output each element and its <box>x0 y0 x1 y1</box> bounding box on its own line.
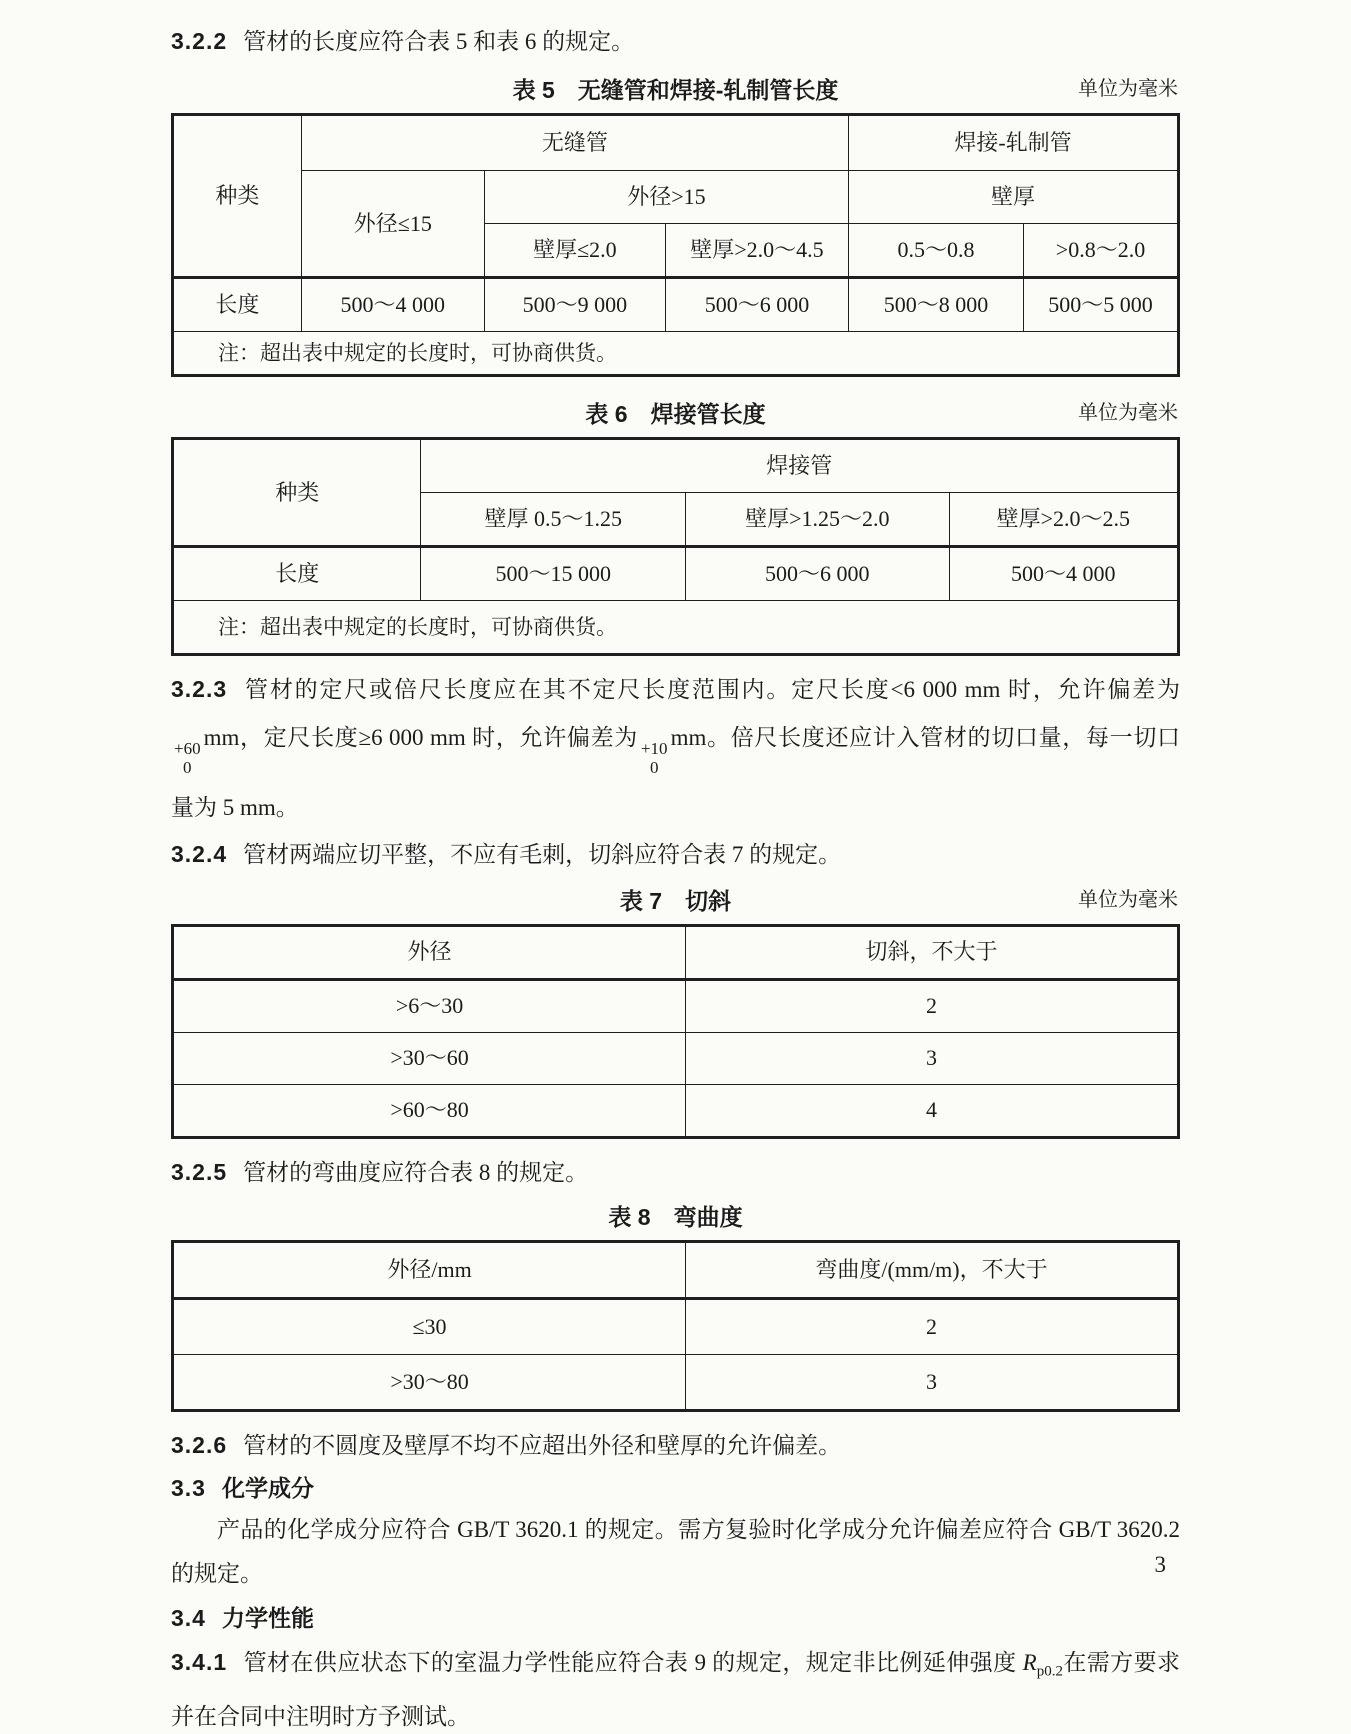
paragraph-line: 并在合同中注明时方予测试。 <box>171 1704 470 1730</box>
header-wall: 壁厚 <box>849 171 1179 224</box>
section-text: 在需方要求 <box>1062 1649 1181 1675</box>
table-7-unit-label: 单位为毫米 <box>1078 888 1178 911</box>
table-row <box>173 1084 1179 1137</box>
table-6 <box>171 437 1180 656</box>
note-row <box>173 332 1179 376</box>
section-number: 3.2.6 <box>171 1431 228 1458</box>
header-wt-2-45: 壁厚>2.0～4.5 <box>665 224 848 278</box>
header-od: 外径 <box>173 925 686 979</box>
table-8 <box>171 1240 1180 1412</box>
cell: 4 <box>686 1084 1179 1137</box>
header-od-gt15: 外径>15 <box>484 171 848 224</box>
section-3-2-5 <box>171 1155 1180 1190</box>
paragraph-line <box>171 672 1180 707</box>
section-text: 管材的不圆度及壁厚不均不应超出外径和壁厚的允许偏差。 <box>243 1432 842 1458</box>
section-number: 3.3 <box>171 1474 206 1501</box>
section-number: 3.4.1 <box>171 1648 228 1675</box>
section-3-2-4 <box>171 837 1180 872</box>
tolerance-upper: +60 <box>174 739 201 758</box>
table-row <box>173 1354 1179 1410</box>
page-number: 3 <box>1154 1552 1166 1577</box>
table-note: 注：超出表中规定的长度时，可协商供货。 <box>173 601 1179 655</box>
cell: 500～6 000 <box>686 547 950 601</box>
header-bend: 弯曲度/(mm/m)，不大于 <box>686 1241 1179 1298</box>
section-text: 管材的弯曲度应符合表 8 的规定。 <box>243 1159 589 1185</box>
tolerance-stack <box>174 740 201 777</box>
section-text: 管材的长度应符合表 5 和表 6 的规定。 <box>243 29 635 54</box>
symbol-subscript: p0.2 <box>1036 1663 1063 1680</box>
cell: 500～4 000 <box>301 278 484 332</box>
paragraph-line: 产品的化学成分应符合 GB/T 3620.1 的规定。需方复验时化学成分允许偏差应符合 GB/T 3620.2 <box>217 1516 1180 1542</box>
table-5 <box>171 113 1180 377</box>
section-3-3-paragraph <box>171 1513 1180 1591</box>
cell: >30～60 <box>173 1032 686 1084</box>
table-note: 注：超出表中规定的长度时，可协商供货。 <box>173 332 1179 376</box>
cell: 500～9 000 <box>484 278 665 332</box>
table-row <box>173 925 1179 979</box>
section-number: 3.2.5 <box>171 1158 228 1185</box>
cell: 500～15 000 <box>421 547 686 601</box>
paragraph-line: 的规定。 <box>171 1560 263 1586</box>
symbol-R: R <box>1022 1649 1037 1675</box>
header-od: 外径/mm <box>173 1241 686 1298</box>
header-welded: 焊接管 <box>421 439 1179 493</box>
table-6-title: 表 6 焊接管长度 <box>585 401 766 427</box>
cell: 3 <box>686 1032 1179 1084</box>
section-3-2-2 <box>171 24 1180 59</box>
section-title: 化学成分 <box>221 1474 314 1501</box>
section-3-4-heading <box>171 1601 1180 1635</box>
header-od-le15: 外径≤15 <box>301 171 484 278</box>
section-3-2-6 <box>171 1428 1180 1463</box>
section-text: 管材在供应状态下的室温力学性能应符合表 9 的规定，规定非比例延伸强度 <box>243 1649 1023 1675</box>
table-8-caption <box>171 1202 1180 1232</box>
table-row <box>173 115 1179 171</box>
table-row <box>173 1298 1179 1354</box>
row-label: 长度 <box>173 547 421 601</box>
table-7-title: 表 7 切斜 <box>619 887 732 914</box>
table-5-caption <box>171 75 1180 105</box>
table-8-title: 表 8 弯曲度 <box>608 1203 743 1230</box>
header-wt-le2: 壁厚≤2.0 <box>484 224 665 278</box>
header-seamless: 无缝管 <box>301 115 848 171</box>
cell: 500～6 000 <box>665 278 848 332</box>
cell: 500～8 000 <box>849 278 1024 332</box>
table-row <box>173 547 1179 601</box>
table-5-title: 表 5 无缝管和焊接-轧制管长度 <box>512 77 839 103</box>
paragraph-line <box>171 1645 1180 1689</box>
section-text: 量为 5 mm。 <box>171 794 299 820</box>
section-3-2-3 <box>171 672 1180 825</box>
header-kind: 种类 <box>173 115 302 278</box>
table-row <box>173 979 1179 1032</box>
cell: ≤30 <box>173 1298 686 1354</box>
cell: 2 <box>686 1298 1179 1354</box>
tolerance-lower: 0 <box>649 757 659 777</box>
note-row <box>173 601 1179 655</box>
table-6-caption <box>171 399 1180 429</box>
table-6-unit-label: 单位为毫米 <box>1078 402 1178 424</box>
cell: 3 <box>686 1354 1179 1410</box>
section-title: 力学性能 <box>221 1604 314 1631</box>
section-number: 3.2.4 <box>171 840 228 867</box>
table-7-caption <box>171 886 1180 916</box>
table-row <box>173 1032 1179 1084</box>
cell: 500～4 000 <box>949 547 1178 601</box>
cell: >6～30 <box>173 979 686 1032</box>
paragraph-line <box>171 791 1180 825</box>
header-wt-08-2: >0.8～2.0 <box>1024 224 1179 278</box>
paragraph-line <box>171 721 1180 777</box>
cell: 500～5 000 <box>1024 278 1179 332</box>
header-cut: 切斜，不大于 <box>686 925 1179 979</box>
table-row <box>173 1241 1179 1298</box>
header-col: 壁厚>1.25～2.0 <box>686 493 950 547</box>
section-text: 管材的定尺或倍尺长度应在其不定尺长度范围内。定尺长度<6 000 mm 时，允许偏差为 <box>243 677 1180 702</box>
section-number: 3.4 <box>171 1604 206 1631</box>
table-7 <box>171 924 1180 1139</box>
section-number: 3.2.2 <box>171 28 228 54</box>
section-3-3-heading <box>171 1471 1180 1505</box>
table-row <box>173 278 1179 332</box>
section-text: 管材两端应切平整，不应有毛刺，切斜应符合表 7 的规定。 <box>243 841 842 867</box>
table-5-unit-label: 单位为毫米 <box>1078 78 1178 100</box>
section-number: 3.2.3 <box>171 676 228 702</box>
tolerance-upper: +10 <box>640 739 668 758</box>
cell: 2 <box>686 979 1179 1032</box>
header-welded-rolled: 焊接-轧制管 <box>849 115 1179 171</box>
cell: >30～80 <box>173 1354 686 1410</box>
section-3-4-1 <box>171 1645 1180 1734</box>
section-text: mm，定尺长度≥6 000 mm 时，允许偏差为 <box>203 725 638 750</box>
header-wt-05-08: 0.5～0.8 <box>849 224 1024 278</box>
header-kind: 种类 <box>173 439 421 547</box>
header-col: 壁厚>2.0～2.5 <box>949 493 1178 547</box>
cell: >60～80 <box>173 1084 686 1137</box>
header-col: 壁厚 0.5～1.25 <box>421 493 686 547</box>
row-label: 长度 <box>173 278 302 332</box>
table-row <box>173 439 1179 493</box>
table-row <box>173 171 1179 224</box>
tolerance-lower: 0 <box>183 757 192 777</box>
section-text: mm。倍尺长度还应计入管材的切口量，每一切口 <box>670 725 1181 750</box>
tolerance-stack <box>641 740 668 777</box>
